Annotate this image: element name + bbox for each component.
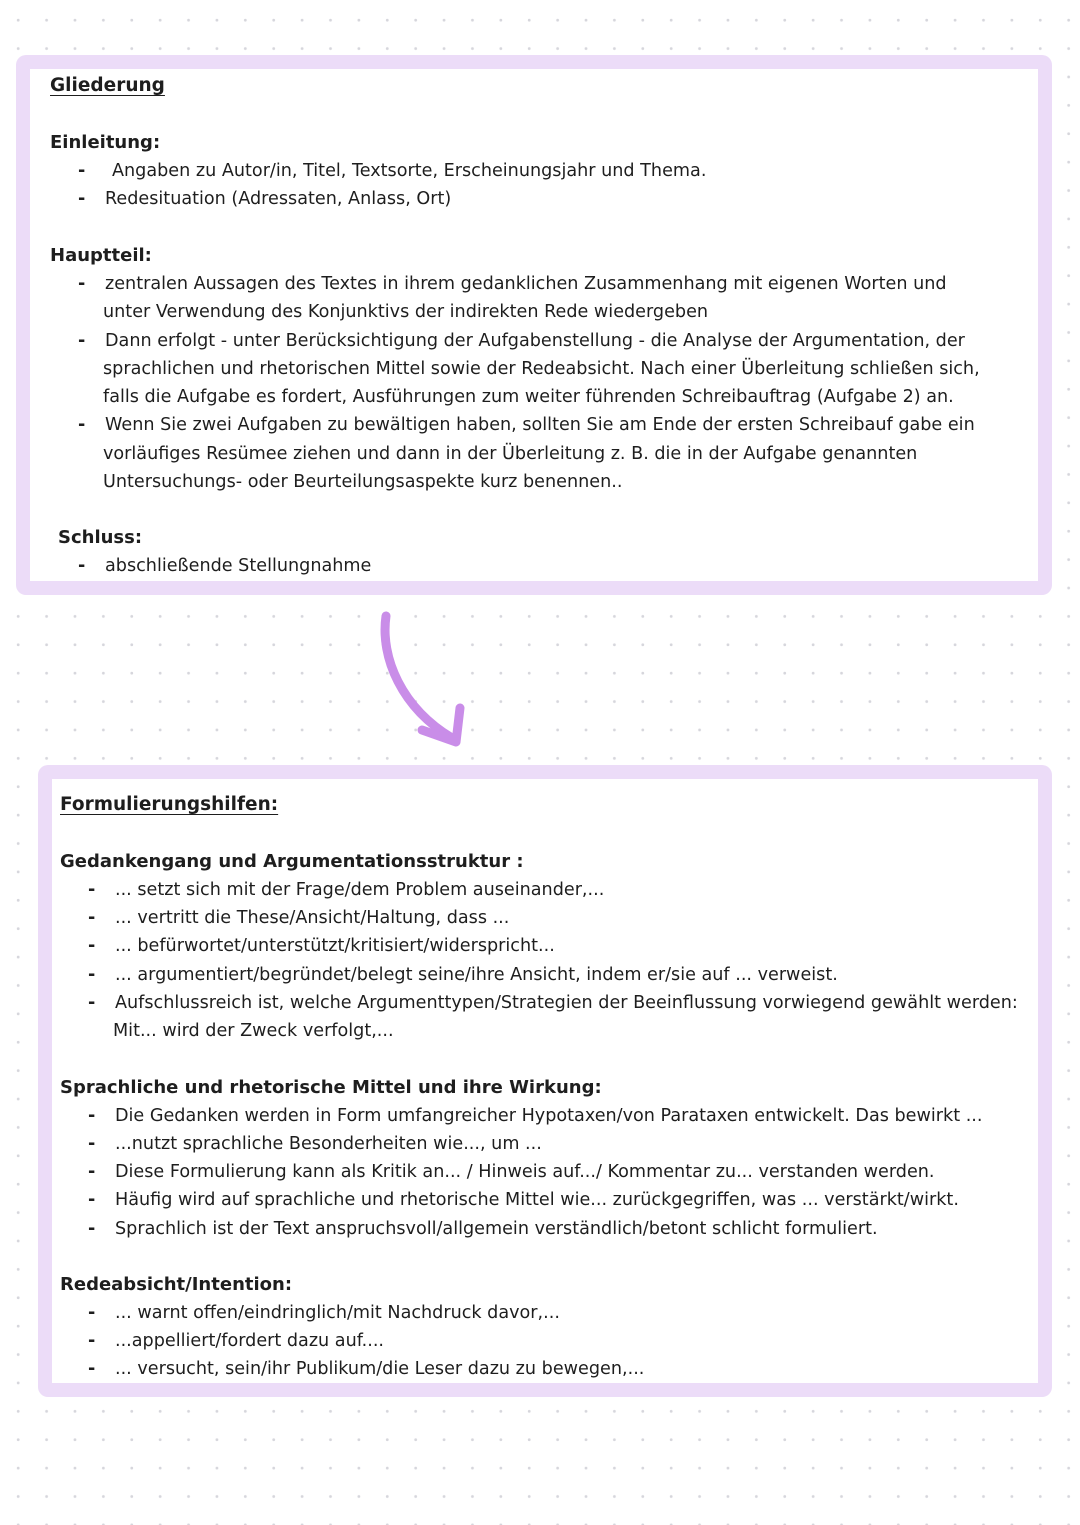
hauptteil-item: Wenn Sie zwei Aufgaben zu bewältigen haben, sollten Sie am Ende der ersten Schreibauf gabe ein [105, 415, 975, 435]
bullet-dash: - [88, 1106, 96, 1126]
bullet-dash: - [78, 415, 86, 435]
bullet-dash: - [88, 1359, 96, 1379]
bullet-dash: - [88, 908, 96, 928]
einleitung-item: Redesituation (Adressaten, Anlass, Ort) [105, 189, 452, 209]
gedankengang-item: ... argumentiert/begründet/belegt seine/ihre Ansicht, indem er/sie auf ... verweist. [115, 965, 838, 985]
gliederung-card [16, 55, 1052, 595]
curved-arrow-down-icon [372, 608, 482, 758]
sprachliche-mittel-item: Diese Formulierung kann als Kritik an... / Hinweis auf.../ Kommentar zu... verstanden werden. [115, 1162, 935, 1182]
bullet-dash: - [78, 161, 86, 181]
hauptteil-item: sprachlichen und rhetorischen Mittel sowie der Redeabsicht. Nach einer Überleitung schließen sich, [103, 359, 980, 379]
bullet-dash: - [88, 993, 96, 1013]
bullet-dash: - [88, 1331, 96, 1351]
bullet-dash: - [78, 189, 86, 209]
einleitung-item: Angaben zu Autor/in, Titel, Textsorte, Erscheinungsjahr und Thema. [112, 161, 707, 181]
sprachliche-mittel-item: Häufig wird auf sprachliche und rhetorische Mittel wie... zurückgegriffen, was ... verstärkt/wirkt. [115, 1190, 959, 1210]
bullet-dash: - [88, 1190, 96, 1210]
gedankengang-item: ... setzt sich mit der Frage/dem Problem auseinander,... [115, 880, 605, 900]
bullet-dash: - [88, 1134, 96, 1154]
sprachliche-mittel-item: ...nutzt sprachliche Besonderheiten wie..., um ... [115, 1134, 542, 1154]
redeabsicht-item: ...appelliert/fordert dazu auf.... [115, 1331, 385, 1351]
schluss-item: abschließende Stellungnahme [105, 556, 372, 576]
formulierungshilfen-title: Formulierungshilfen: [60, 794, 279, 815]
gedankengang-item: ... vertritt die These/Ansicht/Haltung, dass ... [115, 908, 510, 928]
bullet-dash: - [88, 965, 96, 985]
gedankengang-heading: Gedankengang und Argumentationsstruktur : [60, 851, 524, 872]
gedankengang-item: Aufschlussreich ist, welche Argumenttypen/Strategien der Beeinflussung vorwiegend gewählt werden: [115, 993, 1018, 1013]
hauptteil-item: falls die Aufgabe es fordert, Ausführungen zum weiter führenden Schreibauftrag (Aufgabe 2) an. [103, 387, 954, 407]
bullet-dash: - [88, 936, 96, 956]
bullet-dash: - [78, 274, 86, 294]
redeabsicht-item: ... versucht, sein/ihr Publikum/die Leser dazu zu bewegen,... [115, 1359, 645, 1379]
sprachliche-mittel-item: Die Gedanken werden in Form umfangreicher Hypotaxen/von Parataxen entwickelt. Das bewirkt ... [115, 1106, 983, 1126]
sprachliche-mittel-item: Sprachlich ist der Text anspruchsvoll/allgemein verständlich/betont schlicht formuliert. [115, 1219, 878, 1239]
bullet-dash: - [88, 1162, 96, 1182]
bullet-dash: - [88, 1303, 96, 1323]
bullet-dash: - [78, 331, 86, 351]
bullet-dash: - [88, 1219, 96, 1239]
gedankengang-item: ... befürwortet/unterstützt/kritisiert/widerspricht... [115, 936, 555, 956]
hauptteil-item: zentralen Aussagen des Textes in ihrem gedanklichen Zusammenhang mit eigenen Worten und [105, 274, 947, 294]
einleitung-heading: Einleitung: [50, 132, 161, 153]
hauptteil-item: vorläufiges Resümee ziehen und dann in der Überleitung z. B. die in der Aufgabe genannten [103, 444, 918, 464]
hauptteil-heading: Hauptteil: [50, 245, 152, 266]
hauptteil-item: Dann erfolgt - unter Berücksichtigung der Aufgabenstellung - die Analyse der Argumentation, der [105, 331, 965, 351]
bullet-dash: - [88, 880, 96, 900]
hauptteil-item: unter Verwendung des Konjunktivs der indirekten Rede wiedergeben [103, 302, 709, 322]
bullet-dash: - [78, 556, 86, 576]
redeabsicht-heading: Redeabsicht/Intention: [60, 1274, 293, 1295]
sprachliche-mittel-heading: Sprachliche und rhetorische Mittel und ihre Wirkung: [60, 1077, 602, 1098]
redeabsicht-item: ... warnt offen/eindringlich/mit Nachdruck davor,... [115, 1303, 560, 1323]
gliederung-title: Gliederung [50, 75, 165, 96]
hauptteil-item: Untersuchungs- oder Beurteilungsaspekte kurz benennen.. [103, 472, 623, 492]
gedankengang-item: Mit... wird der Zweck verfolgt,... [113, 1021, 394, 1041]
schluss-heading: Schluss: [58, 527, 143, 548]
